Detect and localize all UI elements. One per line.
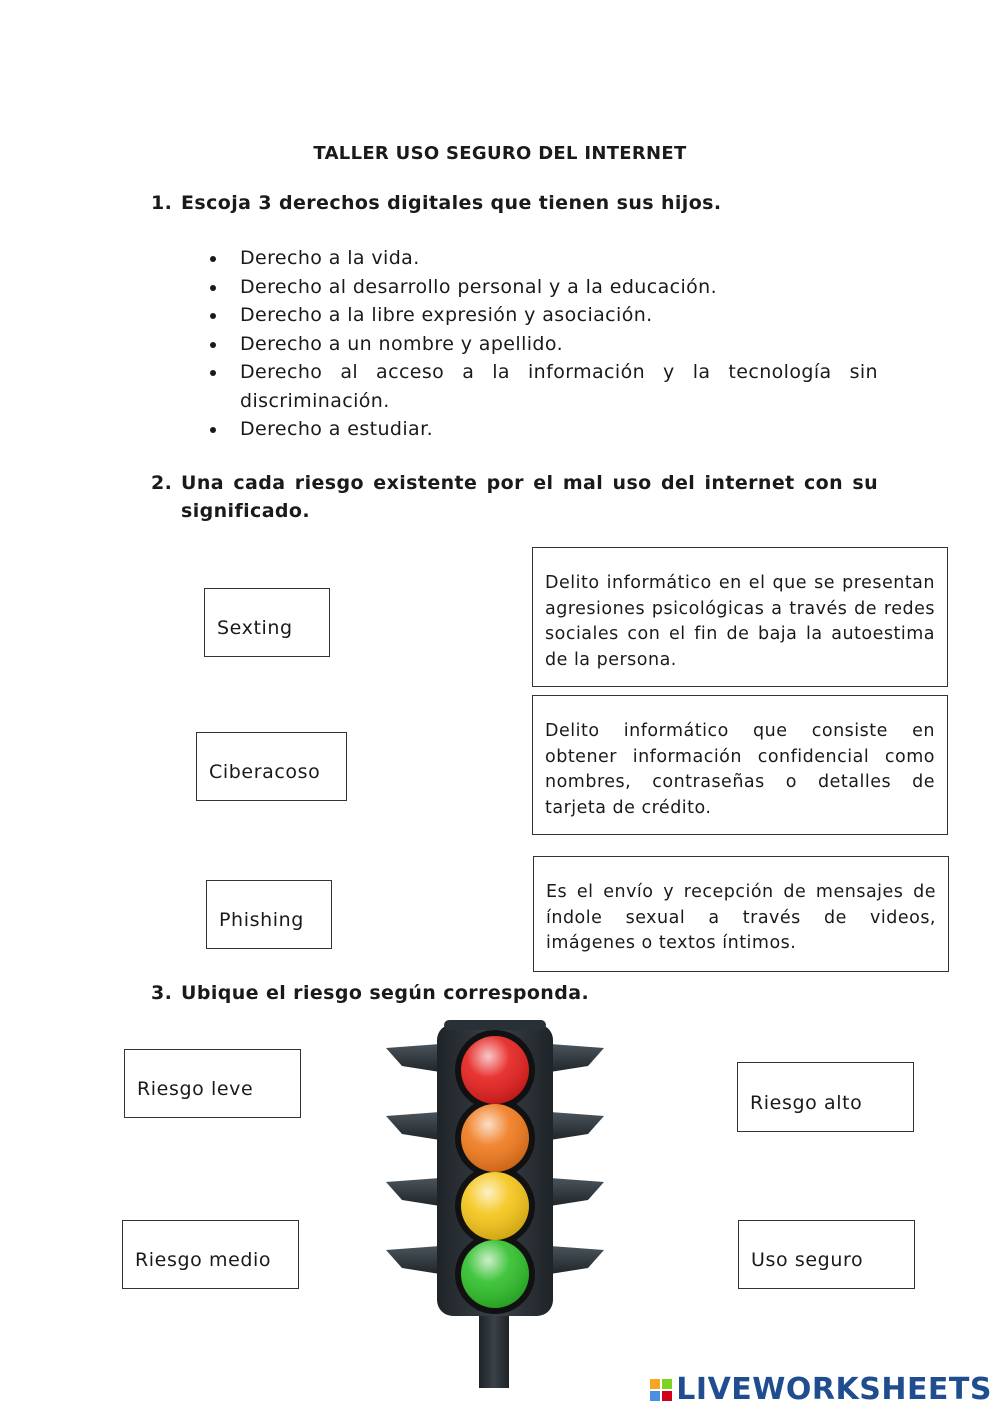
- question-1: [151, 189, 878, 217]
- risk-label: Riesgo medio: [135, 1249, 272, 1271]
- pole: [479, 1308, 509, 1388]
- term-label: Ciberacoso: [209, 761, 321, 783]
- bullet-icon: [210, 313, 216, 319]
- risk-box-safe[interactable]: [738, 1220, 915, 1289]
- bullet-icon: [210, 427, 216, 433]
- term-box-sexting[interactable]: [204, 588, 330, 657]
- list-item[interactable]: Derecho a la vida.: [210, 244, 878, 273]
- lamp-shine: [461, 1240, 529, 1308]
- list-item[interactable]: Derecho a un nombre y apellido.: [210, 330, 878, 359]
- question-number: 3.: [151, 982, 173, 1004]
- term-box-phishing[interactable]: [206, 880, 332, 949]
- term-box-ciberacoso[interactable]: [196, 732, 347, 801]
- brand-logo: [650, 1372, 992, 1407]
- risk-box-medium[interactable]: [122, 1220, 299, 1289]
- question-text: Una cada riesgo existente por el mal uso del internet con su significado.: [181, 472, 878, 522]
- brand-mark-icon: [650, 1379, 672, 1401]
- bullet-icon: [210, 342, 216, 348]
- question-3: [151, 979, 878, 1007]
- term-label: Phishing: [219, 909, 304, 931]
- lamp-shine: [461, 1036, 529, 1104]
- bullet-icon: [210, 256, 216, 262]
- lamp-shine: [461, 1104, 529, 1172]
- bullet-icon: [210, 370, 216, 376]
- question-2: [151, 469, 878, 525]
- question-text: Escoja 3 derechos digitales que tienen sus hijos.: [181, 192, 722, 214]
- term-label: Sexting: [217, 617, 293, 639]
- page-title: TALLER USO SEGURO DEL INTERNET: [313, 143, 687, 164]
- lamp-shine: [461, 1172, 529, 1240]
- risk-label: Riesgo alto: [750, 1092, 863, 1114]
- question-text: Ubique el riesgo según corresponda.: [181, 982, 590, 1004]
- brand-text: LIVEWORKSHEETS: [676, 1372, 992, 1407]
- rights-list: [210, 244, 878, 444]
- traffic-light-icon: [380, 1018, 610, 1390]
- question-number: 1.: [151, 192, 173, 214]
- definition-box[interactable]: Delito informático que consiste en obtener información confidencial como nombres, contraseñas o detalles de tarjeta de crédito.: [532, 695, 948, 835]
- risk-label: Riesgo leve: [137, 1078, 254, 1100]
- risk-box-low[interactable]: [124, 1049, 301, 1118]
- risk-box-high[interactable]: [737, 1062, 914, 1132]
- definition-box[interactable]: Es el envío y recepción de mensajes de índole sexual a través de videos, imágenes o textos íntimos.: [533, 856, 949, 972]
- list-item[interactable]: Derecho al desarrollo personal y a la educación.: [210, 273, 878, 302]
- list-item[interactable]: Derecho a la libre expresión y asociación.: [210, 301, 878, 330]
- risk-label: Uso seguro: [751, 1249, 864, 1271]
- definition-box[interactable]: Delito informático en el que se presentan agresiones psicológicas a través de redes sociales con el fin de baja la autoestima de la persona.: [532, 547, 948, 687]
- list-item[interactable]: Derecho al acceso a la información y la tecnología sin discriminación.: [210, 358, 878, 415]
- list-item[interactable]: Derecho a estudiar.: [210, 415, 878, 444]
- bullet-icon: [210, 285, 216, 291]
- question-number: 2.: [151, 472, 173, 494]
